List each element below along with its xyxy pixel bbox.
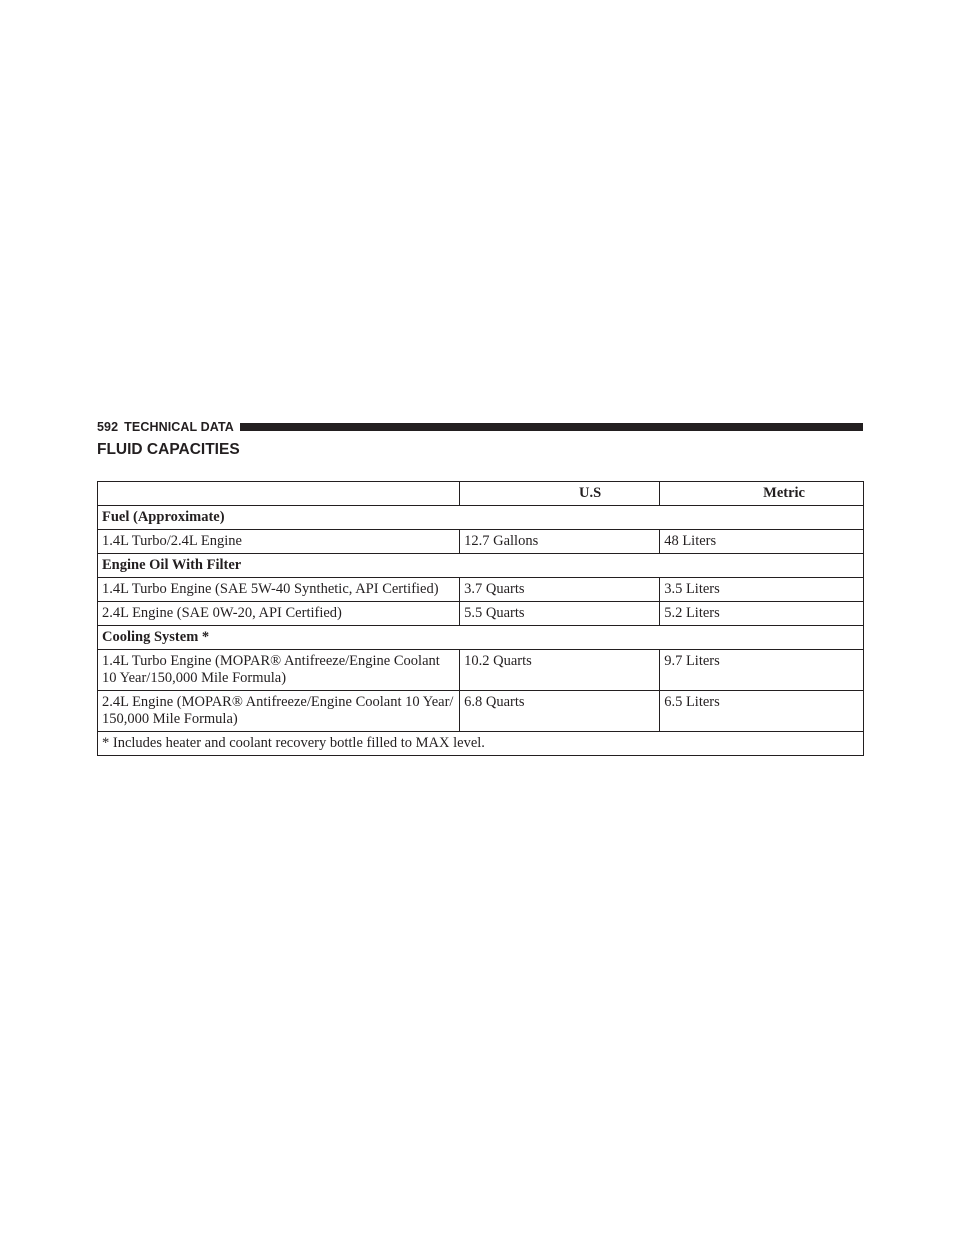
row-item: 1.4L Turbo Engine (SAE 5W-40 Synthetic, API Certified) [98, 578, 460, 602]
row-item: 1.4L Turbo Engine (MOPAR® Antifreeze/Engine Coolant 10 Year/150,000 Mile Formula) [98, 650, 460, 691]
row-metric-value: 48 Liters [660, 530, 864, 554]
column-header-us: U.S [460, 482, 660, 506]
section-name: TECHNICAL DATA [124, 420, 234, 434]
row-us-value: 6.8 Quarts [460, 691, 660, 732]
row-metric-value: 3.5 Liters [660, 578, 864, 602]
group-label: Engine Oil With Filter [98, 554, 864, 578]
row-metric-value: 6.5 Liters [660, 691, 864, 732]
row-item: 2.4L Engine (SAE 0W-20, API Certified) [98, 602, 460, 626]
column-header-metric: Metric [660, 482, 864, 506]
page-header [97, 419, 863, 435]
page-number: 592 [97, 420, 119, 434]
page-title: FLUID CAPACITIES [97, 441, 240, 458]
row-us-value: 3.7 Quarts [460, 578, 660, 602]
table-row [98, 602, 864, 626]
fluid-capacities-table [97, 481, 864, 756]
row-us-value: 12.7 Gallons [460, 530, 660, 554]
table-note-row [98, 732, 864, 756]
row-item: 2.4L Engine (MOPAR® Antifreeze/Engine Coolant 10 Year/ 150,000 Mile Formula) [98, 691, 460, 732]
group-label: Cooling System * [98, 626, 864, 650]
header-rule [240, 423, 863, 431]
table-footnote: * Includes heater and coolant recovery bottle filled to MAX level. [98, 732, 864, 756]
table-group-row [98, 554, 864, 578]
table-row [98, 530, 864, 554]
row-metric-value: 9.7 Liters [660, 650, 864, 691]
table-row [98, 650, 864, 691]
row-us-value: 5.5 Quarts [460, 602, 660, 626]
table-group-row [98, 626, 864, 650]
table-header-row [98, 482, 864, 506]
table-group-row [98, 506, 864, 530]
row-metric-value: 5.2 Liters [660, 602, 864, 626]
row-item: 1.4L Turbo/2.4L Engine [98, 530, 460, 554]
table-row [98, 578, 864, 602]
column-header-item [98, 482, 460, 506]
group-label: Fuel (Approximate) [98, 506, 864, 530]
table-row [98, 691, 864, 732]
row-us-value: 10.2 Quarts [460, 650, 660, 691]
